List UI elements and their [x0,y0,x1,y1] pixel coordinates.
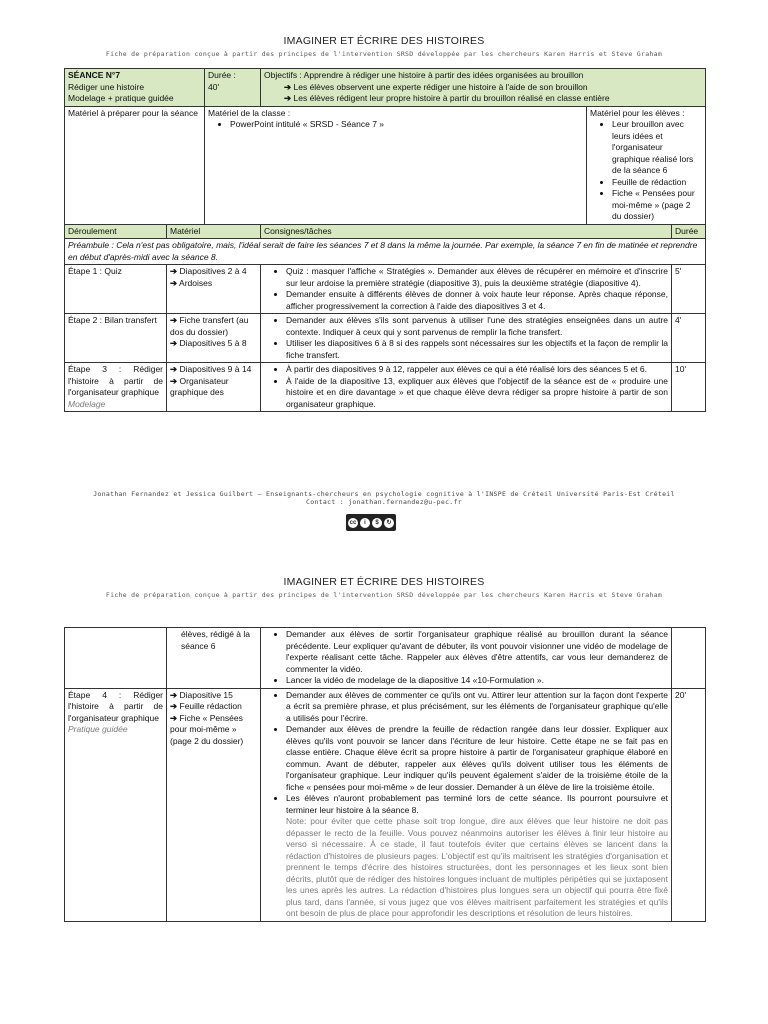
etape3-consignes [261,363,672,412]
etape3-cont-bullet: • Demander aux élèves de sortir l'organisateur graphique réalisé au brouillon durant la séance précédente. Leur expliquer qu'avant de débuter, ils vont pouvoir visionner une vidéo de modelage de l'experte réalisant cette tâche. Rappeler aux élèves d'être attentifs, car vous leur demanderez de commenter la vidéo. [286,629,668,675]
footer-authors: Jonathan Fernandez et Jessica Guilbert – Enseignants-chercheurs en psychologie cognitive à l'INSPE de Créteil Université Paris-Est Créteil [93,490,675,498]
col-deroulement: Déroulement [65,224,167,239]
arrow-icon: ➔ [170,375,178,386]
col-materiel: Matériel [167,224,261,239]
etape1-mat2: Ardoises [179,277,213,288]
objectif-2: Les élèves rédigent leur propre histoire à partir du brouillon réalisé en classe entière [293,93,610,103]
columns-header-row [65,224,706,239]
page1-header [0,35,768,58]
etape4-note: Note: pour éviter que cette phase soit trop longue, dire aux élèves que leur histoire ne doit pas dépasser le recto de la feuille. Vous pouvez néanmoins autoriser les élèves à finir leur histoire au verso si nécessaire. À ce stade, il faut toutefois éviter que certains élèves se lancent dans la rédaction d'histoires de plusieurs pages. L'objectif est qu'ils maitrisent les stratégies d'organisation et prennent le temps d'écrire des histoires structurées, dont les personnages et les lieux sont bien décrits, plutôt que de rédiger des histoires longues incluant de multiples péripéties qui se juxtaposent les unes après les autres. La rédaction d'histoires plus longues sera un objectif qui pourra être fixé plus tard, dans l'année, si vous jugez que vos élèves maitrisent parfaitement les stratégies et qu'ils ont besoin de plus de place pour approfondir les descriptions et résolution de leurs histoires. [286,816,668,918]
etape1-consignes [261,265,672,314]
etape2-materiel [167,314,261,363]
etape4-row [65,688,706,921]
etape4-label: Étape 4 : Rédiger l'histoire à partir de l'organisateur graphique [68,689,163,723]
etape2-bullet: • Utiliser les diapositives 6 à 8 si des rappels sont nécessaires sur les objectifs et la façon de remplir la fiche transfert. [286,338,668,361]
seance-table-continued [64,627,706,922]
materiel-classe-label: Matériel de la classe : [208,107,291,118]
etape4-consignes [261,688,672,921]
etape3-label: Étape 3 : Rédiger l'histoire à partir de l'organisateur graphique [68,364,163,397]
materiel-classe-cell [205,106,587,224]
page-subtitle: Fiche de préparation conçue à partir des principes de l'intervention SRSD développée par les chercheurs Karen Harris et Steve Graham [105,50,663,58]
etape3-continued-row [65,628,706,689]
page-subtitle: Fiche de préparation conçue à partir des principes de l'intervention SRSD développée par les chercheurs Karen Harris et Steve Graham [105,591,663,599]
etape3-cont-duree [672,628,706,689]
materiel-prep-cell: Matériel à préparer pour la séance [65,106,205,224]
preambule-row [65,239,706,265]
etape3-bullet: • À l'aide de la diapositive 13, expliquer aux élèves que l'objectif de la séance est de « produire une histoire et en dire davantage » et que chaque élève devra rédiger sa propre histoire à partir de son organisateur graphique. [286,376,668,411]
etape2-bullet: • Demander aux élèves s'ils sont parvenus à utiliser l'une des stratégies enseignées dans un autre contexte. Indiquer à ceux qui y sont parvenus de remplir la fiche transfert. [286,315,668,338]
seance-table [64,68,706,412]
col-consignes: Consignes/tâches [261,224,672,239]
materiel-eleves-item: • Feuille de rédaction [612,177,702,189]
arrow-icon: ➔ [284,81,292,92]
duree-value: 40' [208,81,220,92]
duree-label: Durée : [208,70,236,80]
etape3-deroulement [65,363,167,412]
etape4-bullet: • Demander aux élèves de prendre la feuille de rédaction rangée dans leur dossier. Expliquer aux élèves qu'ils vont pouvoir se lancer dans l'écriture de leur histoire. Cette étape ne se fait pas en classe entière. Chaque élève écrit sa propre histoire à partir de l'organisateur graphique élaboré en commun. Avant de débuter, rappeler aux élèves qu'ils doivent utiliser tous les éléments de l'organisateur graphique. Leur indiquer qu'ils peuvent également s'aider de la troisième étoile de la fiche « pensées pour moi-même » de leur dossier. Demander à un élève de lire la troisième étoile. [286,724,668,793]
cc-icon: cc [349,519,357,526]
cc-license-icon [346,514,396,531]
etape2-mat2: Diapositives 5 à 8 [179,338,247,348]
etape3-cont-consignes [261,628,672,689]
materiel-eleves-label: Matériel pour les élèves : [590,107,685,118]
page-title: IMAGINER ET ÉCRIRE DES HISTOIRES [283,576,485,588]
objectifs-text: Objectifs : Apprendre à rédiger une histoire à partir des idées organisées au brouillon [264,70,584,80]
etape1-bullet: • Demander ensuite à différents élèves de donner à voix haute leur réponse. Après chaque réponse, afficher progressivement la correction à l'aide des diapositives 3 et 4. [286,289,668,312]
materiel-eleves-item: • Fiche « Pensées pour moi-même » (page 2 du dossier) [612,188,702,223]
objectifs-cell [261,69,706,107]
materiel-classe-item: • PowerPoint intitulé « SRSD - Séance 7 » [230,119,583,131]
etape2-label: Étape 2 : Bilan transfert [65,314,167,363]
etape4-sub: Pratique guidée [68,724,128,734]
etape1-label: Étape 1 : Quiz [65,265,167,314]
arrow-icon: ➔ [170,277,178,288]
arrow-icon: ➔ [284,93,292,103]
duree-cell [205,69,261,107]
etape2-row [65,314,706,363]
etape4-duree: 20' [672,688,706,921]
etape4-bullet: • Demander aux élèves de commenter ce qu'ils ont vu. Attirer leur attention sur la façon dont l'experte a écrit sa première phrase, et plus précisément, sur les éléments de l'organisateur graphique qu'elle a utilisés pour l'écrire. [286,690,668,725]
seance-info-cell [65,69,205,107]
col-duree: Durée [672,224,706,239]
etape4-mat3: Fiche « Pensées pour moi-même » (page 2 du dossier) [170,712,244,746]
etape1-materiel [167,265,261,314]
seance-line2: Modelage + pratique guidée [68,93,174,103]
seance-header-row [65,69,706,107]
etape4-mat2: Feuille rédaction [179,701,242,711]
etape3-duree: 10' [672,363,706,412]
etape4-bullet: • Les élèves n'auront probablement pas terminé lors de cette séance. Ils pourront poursuivre et terminer leur histoire à la séance 8. [286,793,668,816]
sa-icon: ↻ [384,518,394,528]
seance-line1: Rédiger une histoire [68,81,145,92]
etape3-mat1: Diapositives 9 à 14 [179,364,252,374]
etape1-mat1: Diapositives 2 à 4 [179,266,247,276]
etape3-cont-bullet: • Lancer la vidéo de modelage de la diapositive 14 «10-Formulation ». [286,675,668,687]
arrow-icon: ➔ [170,364,178,374]
etape3-sub: Modelage [68,398,106,409]
etape2-mat1: Fiche transfert (au dos du dossier) [170,315,249,337]
etape2-consignes [261,314,672,363]
etape3-materiel [167,363,261,412]
etape4-mat1: Diapositive 15 [179,689,233,700]
etape2-duree: 4' [672,314,706,363]
materiel-eleves-cell [587,106,706,224]
arrow-icon: ➔ [170,338,178,348]
etape3-mat2: Organisateur graphique des [170,375,229,397]
etape1-bullet: • Quiz : masquer l'affiche « Stratégies ». Demander aux élèves de récupérer en mémoire et d'inscrire sur leur ardoise la première stratégie (diapositive 3), puis la deuxième stratégie (diapositive 4). [286,266,668,289]
etape3-cont-deroulement [65,628,167,689]
page-title: IMAGINER ET ÉCRIRE DES HISTOIRES [283,35,485,47]
page-footer [0,490,768,506]
etape1-row [65,265,706,314]
etape4-materiel [167,688,261,921]
etape4-deroulement [65,688,167,921]
etape1-duree: 5' [672,265,706,314]
arrow-icon: ➔ [170,701,178,711]
arrow-icon: ➔ [170,689,178,700]
by-icon: i [360,518,370,528]
etape3-row [65,363,706,412]
materiel-eleves-item: • Leur brouillon avec leurs idées et l'organisateur graphique réalisé lors de la séance 6 [612,119,702,177]
preambule-text: Préambule : Cela n'est pas obligatoire, mais, l'idéal serait de faire les séances 7 et 8 dans la même la journée. Par exemple, la séance 7 en fin de matinée et reprendre en début d'après-midi avec la séance 8. [65,239,706,265]
seance-number: SÉANCE N°7 [68,70,121,80]
arrow-icon: ➔ [170,266,178,276]
materiel-row [65,106,706,224]
footer-contact: Contact : jonathan.fernandez@u-pec.fr [306,498,462,506]
nc-icon: $ [372,518,382,528]
etape3-bullet: • À partir des diapositives 9 à 12, rappeler aux élèves ce qui a été réalisé lors des séances 5 et 6. [286,364,668,376]
arrow-icon: ➔ [170,315,178,325]
objectif-1: Les élèves observent une experte rédiger une histoire à l'aide de son brouillon [293,81,588,92]
arrow-icon: ➔ [170,712,178,723]
page2-header [0,576,768,599]
etape3-cont-materiel: élèves, rédigé à la séance 6 [167,628,261,689]
